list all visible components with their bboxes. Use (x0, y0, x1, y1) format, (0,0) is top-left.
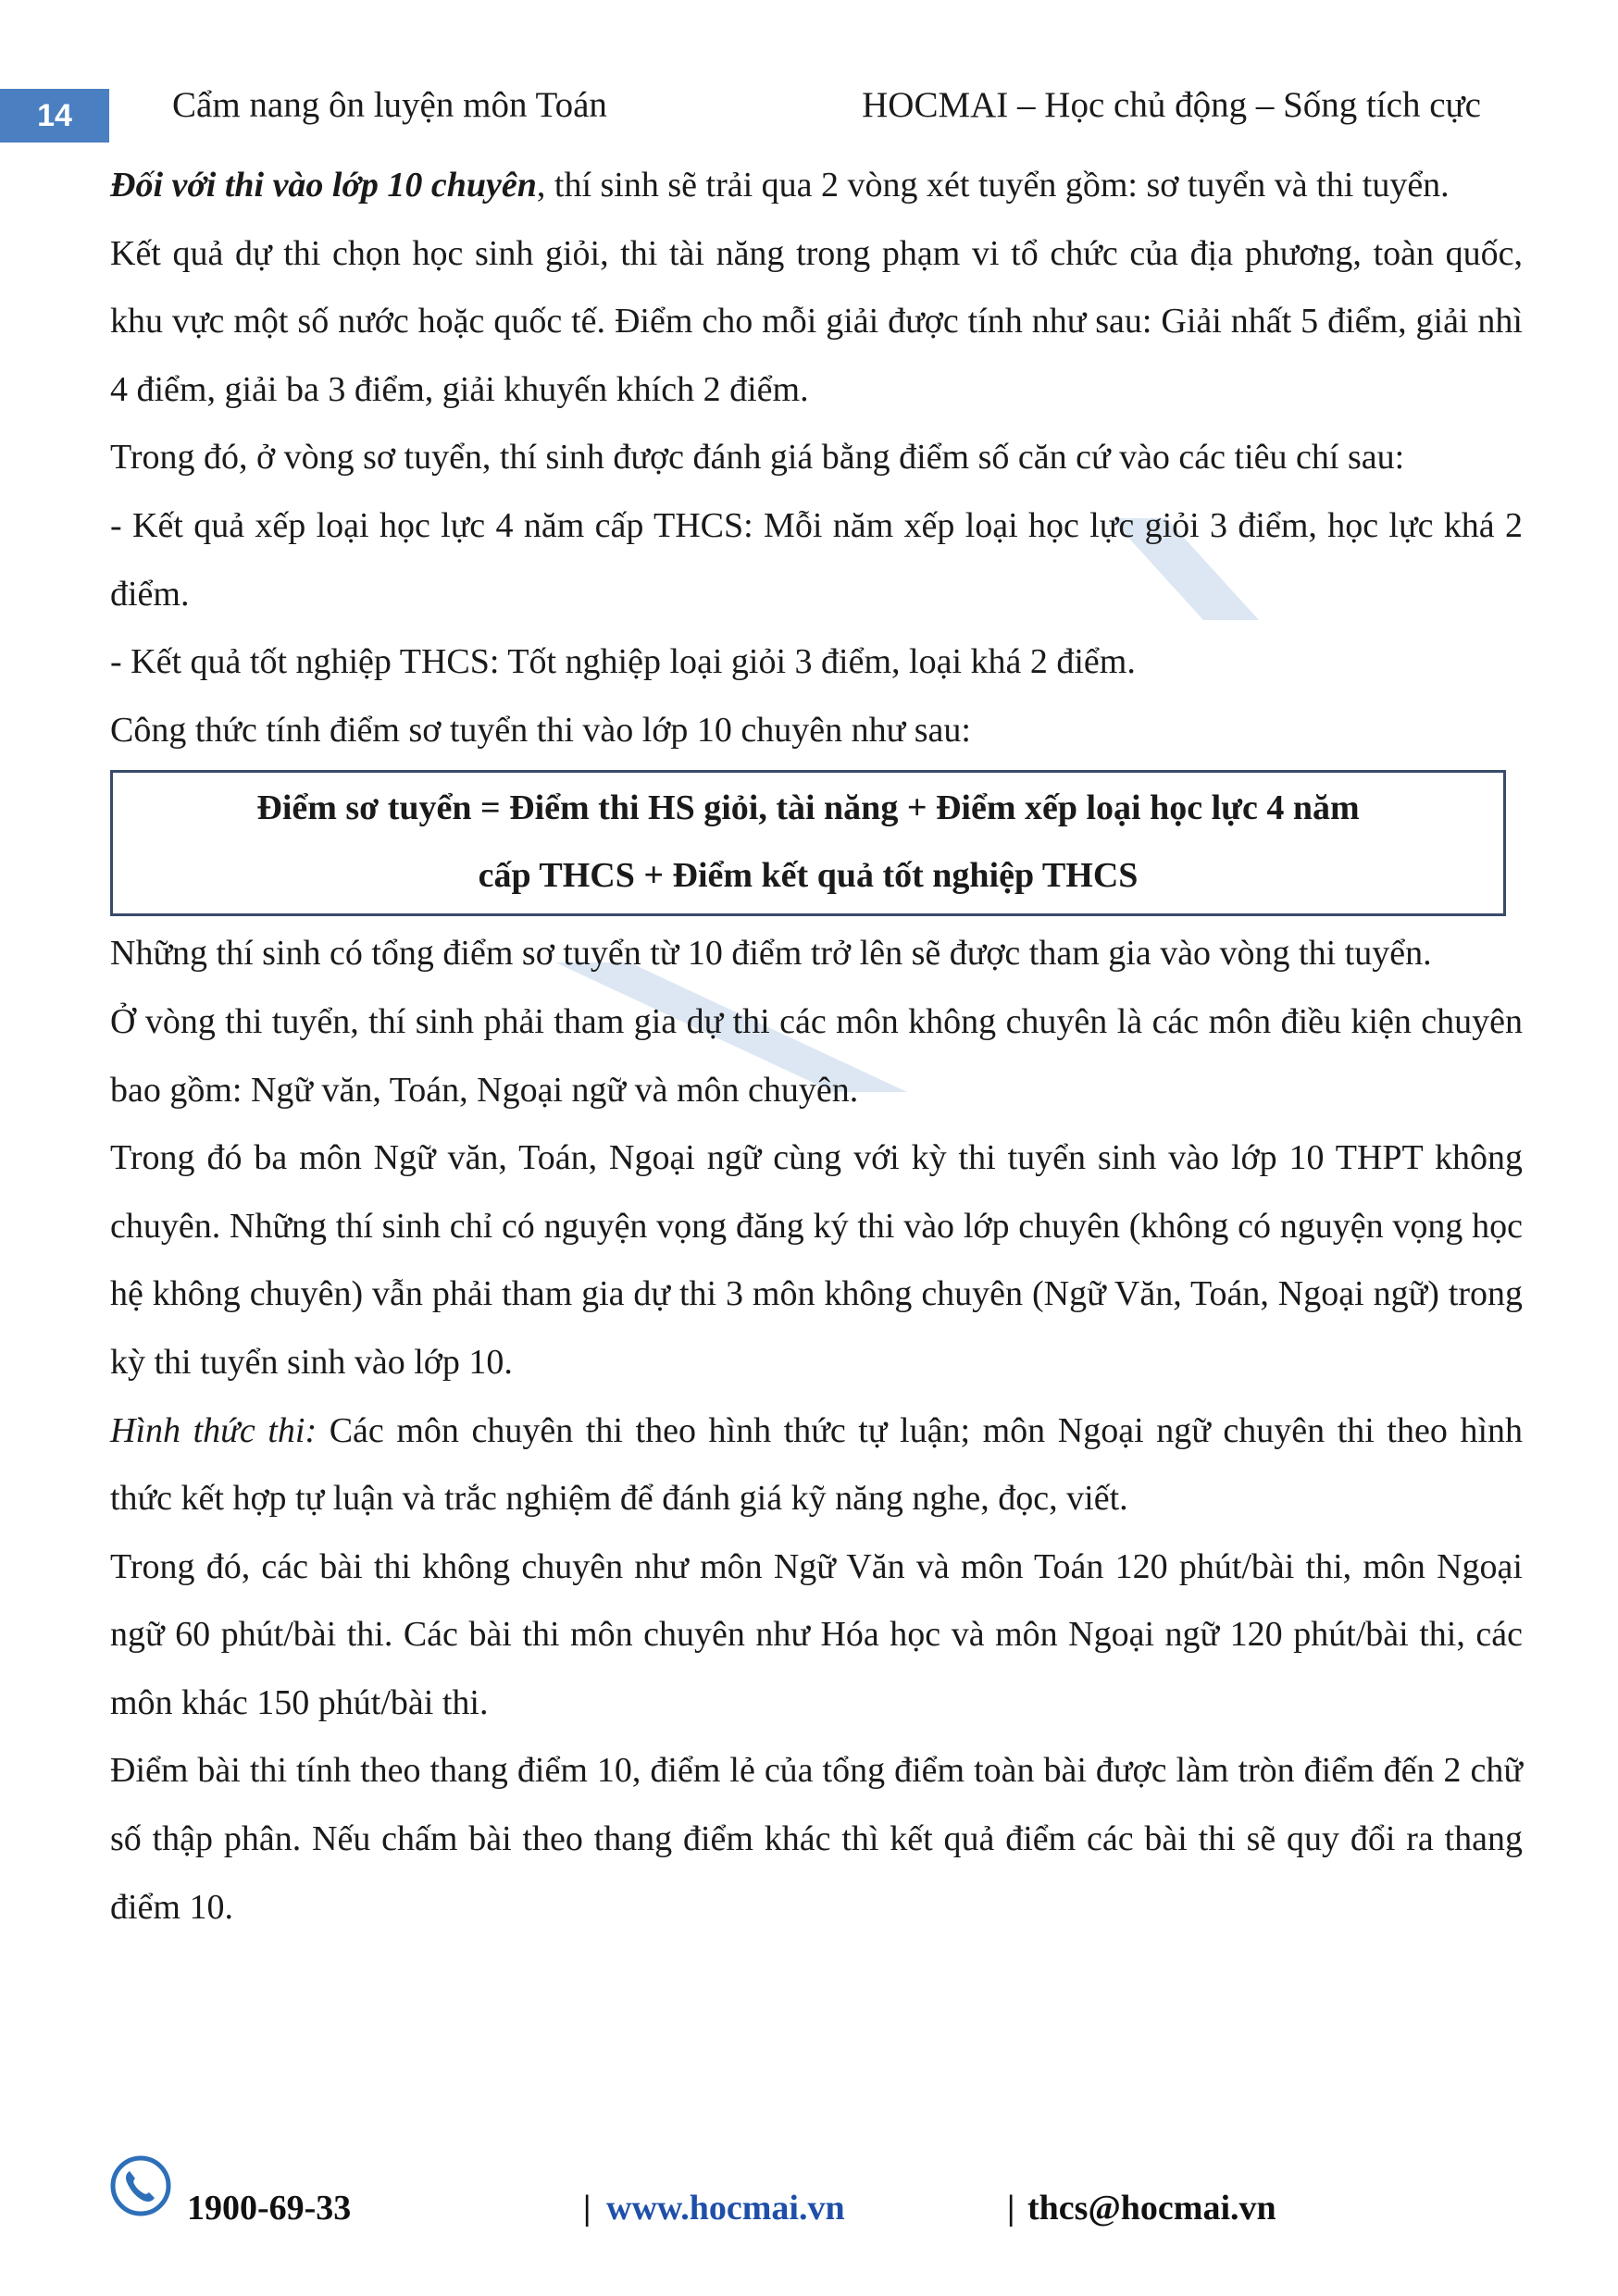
exam-format-label: Hình thức thi: (110, 1410, 317, 1450)
paragraph-awards: Kết quả dự thi chọn học sinh giỏi, thi tài năng trong phạm vi tổ chức của địa phương, toàn quốc, khu vực một số nước hoặc quốc tế. Điểm cho mỗi giải được tính như sau: Giải nhất 5 điểm, giải nhì 4 điểm, giải ba 3 điểm, giải khuyến khích 2 điểm. (110, 233, 1523, 409)
paragraph-subjects: Trong đó ba môn Ngữ văn, Toán, Ngoại ngữ cùng với kỳ thi tuyển sinh vào lớp 10 THPT không chuyên. Những thí sinh chỉ có nguyện vọng đăng ký thi vào lớp chuyên (không có nguyện vọng học hệ không chuyên) vẫn phải tham gia dự thi 3 môn không chuyên (Ngữ Văn, Toán, Ngoại ngữ) trong kỳ thi tuyển sinh vào lớp 10. (110, 1138, 1523, 1382)
paragraph-criteria-intro: Trong đó, ở vòng sơ tuyển, thí sinh được đánh giá bằng điểm số căn cứ vào các tiêu chí sau: (110, 438, 1405, 478)
header-left-title: Cẩm nang ôn luyện môn Toán (172, 85, 607, 125)
document-body (110, 152, 1523, 1942)
paragraph-formula-intro: Công thức tính điểm sơ tuyển thi vào lớp 10 chuyên như sau: (110, 710, 971, 750)
paragraph-intro: Đối với thi vào lớp 10 chuyên, thí sinh sẽ trải qua 2 vòng xét tuyển gồm: sơ tuyển và thi tuyển. (110, 166, 1450, 205)
footer-website-link[interactable]: www.hocmai.vn (606, 2189, 845, 2228)
paragraph-criteria-1: - Kết quả xếp loại học lực 4 năm cấp THCS: Mỗi năm xếp loại học lực giỏi 3 điểm, học lực khá 2 điểm. (110, 505, 1523, 614)
paragraph-scoring: Điểm bài thi tính theo thang điểm 10, điểm lẻ của tổng điểm toàn bài được làm tròn điểm đến 2 chữ số thập phân. Nếu chấm bài theo thang điểm khác thì kết quả điểm các bài thi sẽ quy đổi ra thang điểm 10. (110, 1751, 1523, 1927)
footer (0, 2138, 1618, 2249)
paragraph-threshold: Những thí sinh có tổng điểm sơ tuyển từ 10 điểm trở lên sẽ được tham gia vào vòng thi tuyển. (110, 934, 1432, 974)
footer-separator: | (583, 2189, 591, 2228)
intro-emphasis: Đối với thi vào lớp 10 chuyên (110, 166, 537, 205)
footer-phone: 1900-69-33 (187, 2189, 352, 2228)
formula-box (110, 770, 1506, 916)
page-number-badge: 14 (0, 89, 109, 143)
paragraph-exam-round: Ở vòng thi tuyển, thí sinh phải tham gia dự thi các môn không chuyên là các môn điều kiện chuyên bao gồm: Ngữ văn, Toán, Ngoại ngữ và môn chuyên. (110, 1001, 1523, 1110)
header-right-title: HOCMAI – Học chủ động – Sống tích cực (862, 85, 1481, 125)
paragraph-exam-format: Hình thức thi: Các môn chuyên thi theo hình thức tự luận; môn Ngoại ngữ chuyên thi theo hình thức kết hợp tự luận và trắc nghiệm để đánh giá kỹ năng nghe, đọc, viết. (110, 1410, 1524, 1519)
formula-line-2: cấp THCS + Điểm kết quả tốt nghiệp THCS (478, 856, 1139, 896)
paragraph-duration: Trong đó, các bài thi không chuyên như môn Ngữ Văn và môn Toán 120 phút/bài thi, môn Ngoại ngữ 60 phút/bài thi. Các bài thi môn chuyên như Hóa học và môn Ngoại ngữ 120 phút/bài thi, các môn khác 150 phút/bài thi. (110, 1546, 1523, 1722)
paragraph-criteria-2: - Kết quả tốt nghiệp THCS: Tốt nghiệp loại giỏi 3 điểm, loại khá 2 điểm. (110, 642, 1136, 682)
formula-line-1: Điểm sơ tuyển = Điểm thi HS giỏi, tài năng + Điểm xếp loại học lực 4 năm (256, 788, 1360, 828)
footer-email-link[interactable]: thcs@hocmai.vn (1027, 2189, 1276, 2228)
phone-icon (109, 2154, 172, 2217)
footer-separator: | (1007, 2189, 1015, 2228)
